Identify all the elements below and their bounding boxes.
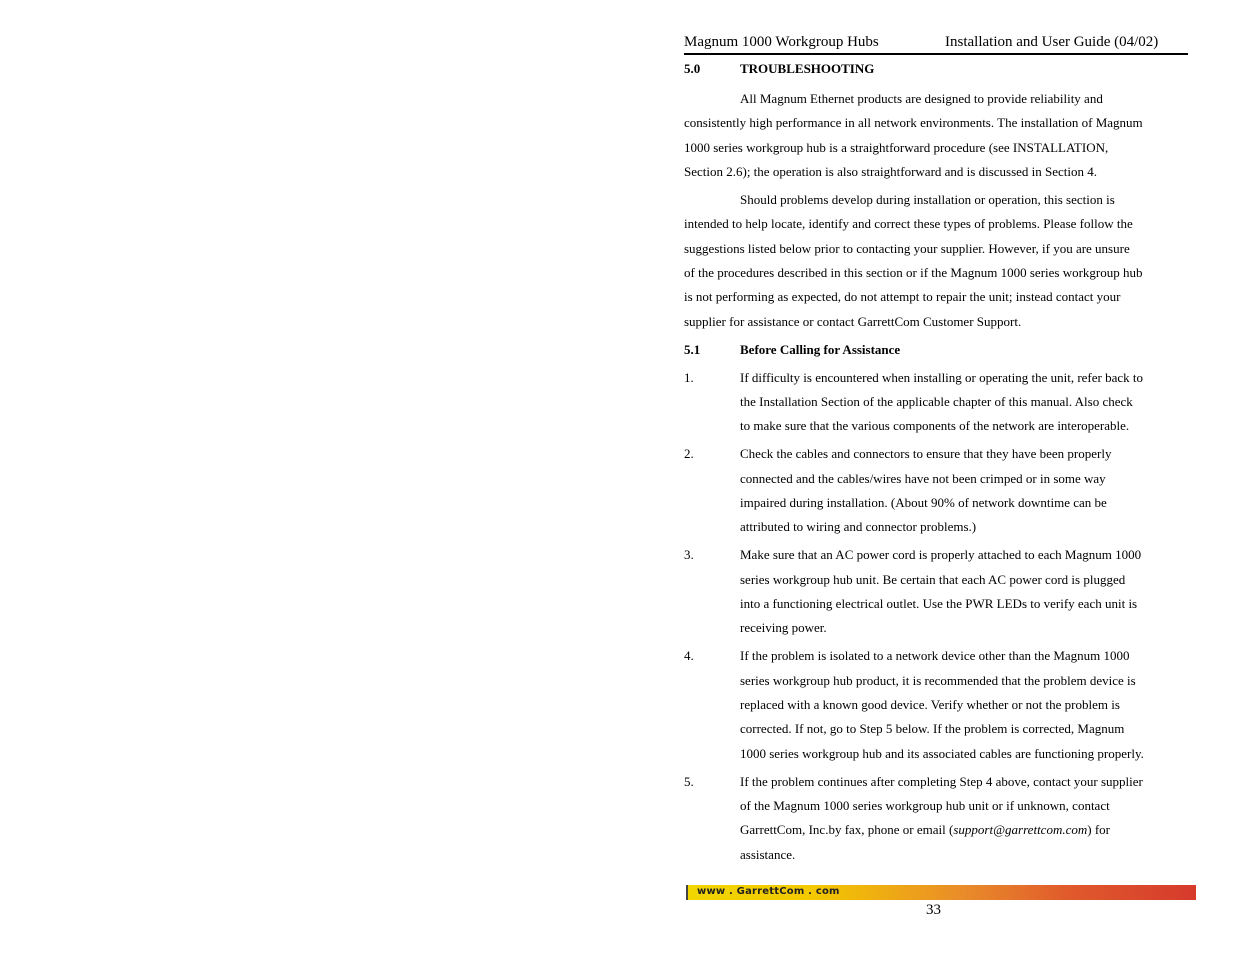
para1-line: consistently high performance in all network environments. The installation of Magnum (684, 115, 1143, 130)
email-sentence-start: GarrettCom, Inc.by fax, phone or email ( (740, 822, 954, 837)
list-item-line: If difficulty is encountered when installing or operating the unit, refer back to (740, 370, 1143, 385)
list-item-number: 3. (684, 547, 694, 562)
support-email-link[interactable]: support@garrettcom.com (953, 822, 1088, 837)
list-item-line: Check the cables and connectors to ensure that they have been properly (740, 446, 1112, 461)
list-item-line: Make sure that an AC power cord is properly attached to each Magnum 1000 (740, 547, 1142, 562)
list-item-line (740, 822, 1110, 838)
header-guide-title: Installation and User Guide (04/02) (945, 34, 1159, 50)
page-number: 33 (926, 902, 941, 918)
list-item-line: impaired during installation. (About 90% of network downtime can be (740, 495, 1107, 510)
footer-website-link[interactable]: www . GarrettCom . com (697, 886, 840, 897)
section-title: TROUBLESHOOTING (740, 61, 875, 76)
list-item-number: 1. (684, 370, 694, 385)
list-item-line: the Installation Section of the applicable chapter of this manual. Also check (740, 394, 1133, 409)
list-item-line: If the problem continues after completing Step 4 above, contact your supplier (740, 774, 1143, 789)
para2-line: suggestions listed below prior to contacting your supplier. However, if you are unsure (684, 241, 1130, 256)
footer-bar-marker (686, 885, 688, 900)
list-item-line: 1000 series workgroup hub and its associated cables are functioning properly. (740, 746, 1144, 761)
para2-line: intended to help locate, identify and correct these types of problems. Please follow the (684, 216, 1133, 231)
list-item-line: assistance. (740, 847, 796, 862)
list-item-line: connected and the cables/wires have not been crimped or in some way (740, 471, 1106, 486)
para2-line: is not performing as expected, do not attempt to repair the unit; instead contact your (684, 289, 1121, 304)
list-item-line: series workgroup hub product, it is recommended that the problem device is (740, 673, 1136, 688)
para2-line: supplier for assistance or contact GarrettCom Customer Support. (684, 314, 1022, 329)
para1-line: 1000 series workgroup hub is a straightforward procedure (see INSTALLATION, (684, 140, 1109, 155)
list-item-line: of the Magnum 1000 series workgroup hub unit or if unknown, contact (740, 798, 1110, 813)
list-item-line: attributed to wiring and connector problems.) (740, 519, 977, 534)
header-title: Magnum 1000 Workgroup Hubs (684, 34, 879, 50)
list-item-line: corrected. If not, go to Step 5 below. If the problem is corrected, Magnum (740, 721, 1125, 736)
list-item-line: into a functioning electrical outlet. Use the PWR LEDs to verify each unit is (740, 596, 1138, 611)
list-item-number: 2. (684, 446, 694, 461)
subsection-number: 5.1 (684, 342, 701, 357)
footer-brand-bar (688, 885, 1196, 900)
list-item-line: to make sure that the various components of the network are interoperable. (740, 418, 1130, 433)
section-number: 5.0 (684, 61, 701, 76)
para2-line: Should problems develop during installation or operation, this section is (740, 192, 1115, 207)
list-item-line: If the problem is isolated to a network device other than the Magnum 1000 (740, 648, 1130, 663)
list-item-number: 4. (684, 648, 694, 663)
list-item-line: replaced with a known good device. Verify whether or not the problem is (740, 697, 1120, 712)
para1-line: Section 2.6); the operation is also straightforward and is discussed in Section 4. (684, 164, 1098, 179)
list-item-number: 5. (684, 774, 694, 789)
email-sentence-end: ) for (1087, 822, 1110, 837)
running-header (684, 34, 1188, 55)
list-item-line: series workgroup hub unit. Be certain that each AC power cord is plugged (740, 572, 1126, 587)
para1-line: All Magnum Ethernet products are designed to provide reliability and (740, 91, 1103, 106)
list-item-line: receiving power. (740, 620, 827, 635)
subsection-title: Before Calling for Assistance (740, 342, 901, 357)
para2-line: of the procedures described in this section or if the Magnum 1000 series workgroup hub (684, 265, 1143, 280)
